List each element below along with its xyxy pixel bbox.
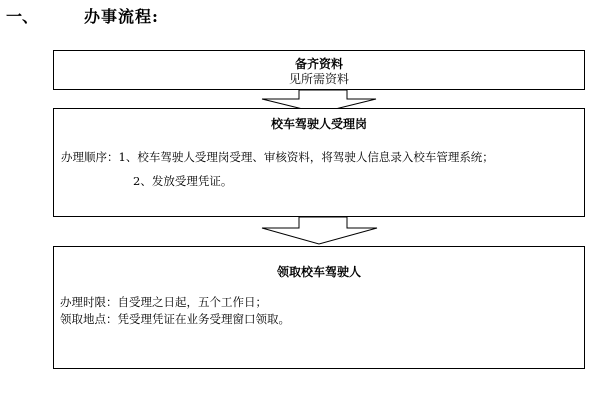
procedure-line-1: 办理顺序：1、校车驾驶人受理岗受理、审核资料，将驾驶人信息录入校车管理系统； [61,150,494,164]
step-text: 见所需资料 [288,72,349,86]
step-box-driver-acceptance [53,108,585,217]
step-box-prepare-documents [53,50,585,90]
time-limit-line: 办理时限：自受理之日起，五个工作日； [60,295,267,309]
section-title: 办事流程: [84,7,159,26]
step-title: 领取校车驾驶人 [276,265,361,279]
pickup-location-line: 领取地点：凭受理凭证在业务受理窗口领取。 [60,312,290,326]
step-title: 校车驾驶人受理岗 [270,117,367,131]
arrow-2 [262,217,377,244]
procedure-line-2: 2、发放受理凭证。 [133,174,233,188]
step-title: 备齐资料 [294,57,343,71]
step-box-collect-license [53,246,585,369]
section-number: 一、 [6,7,39,26]
